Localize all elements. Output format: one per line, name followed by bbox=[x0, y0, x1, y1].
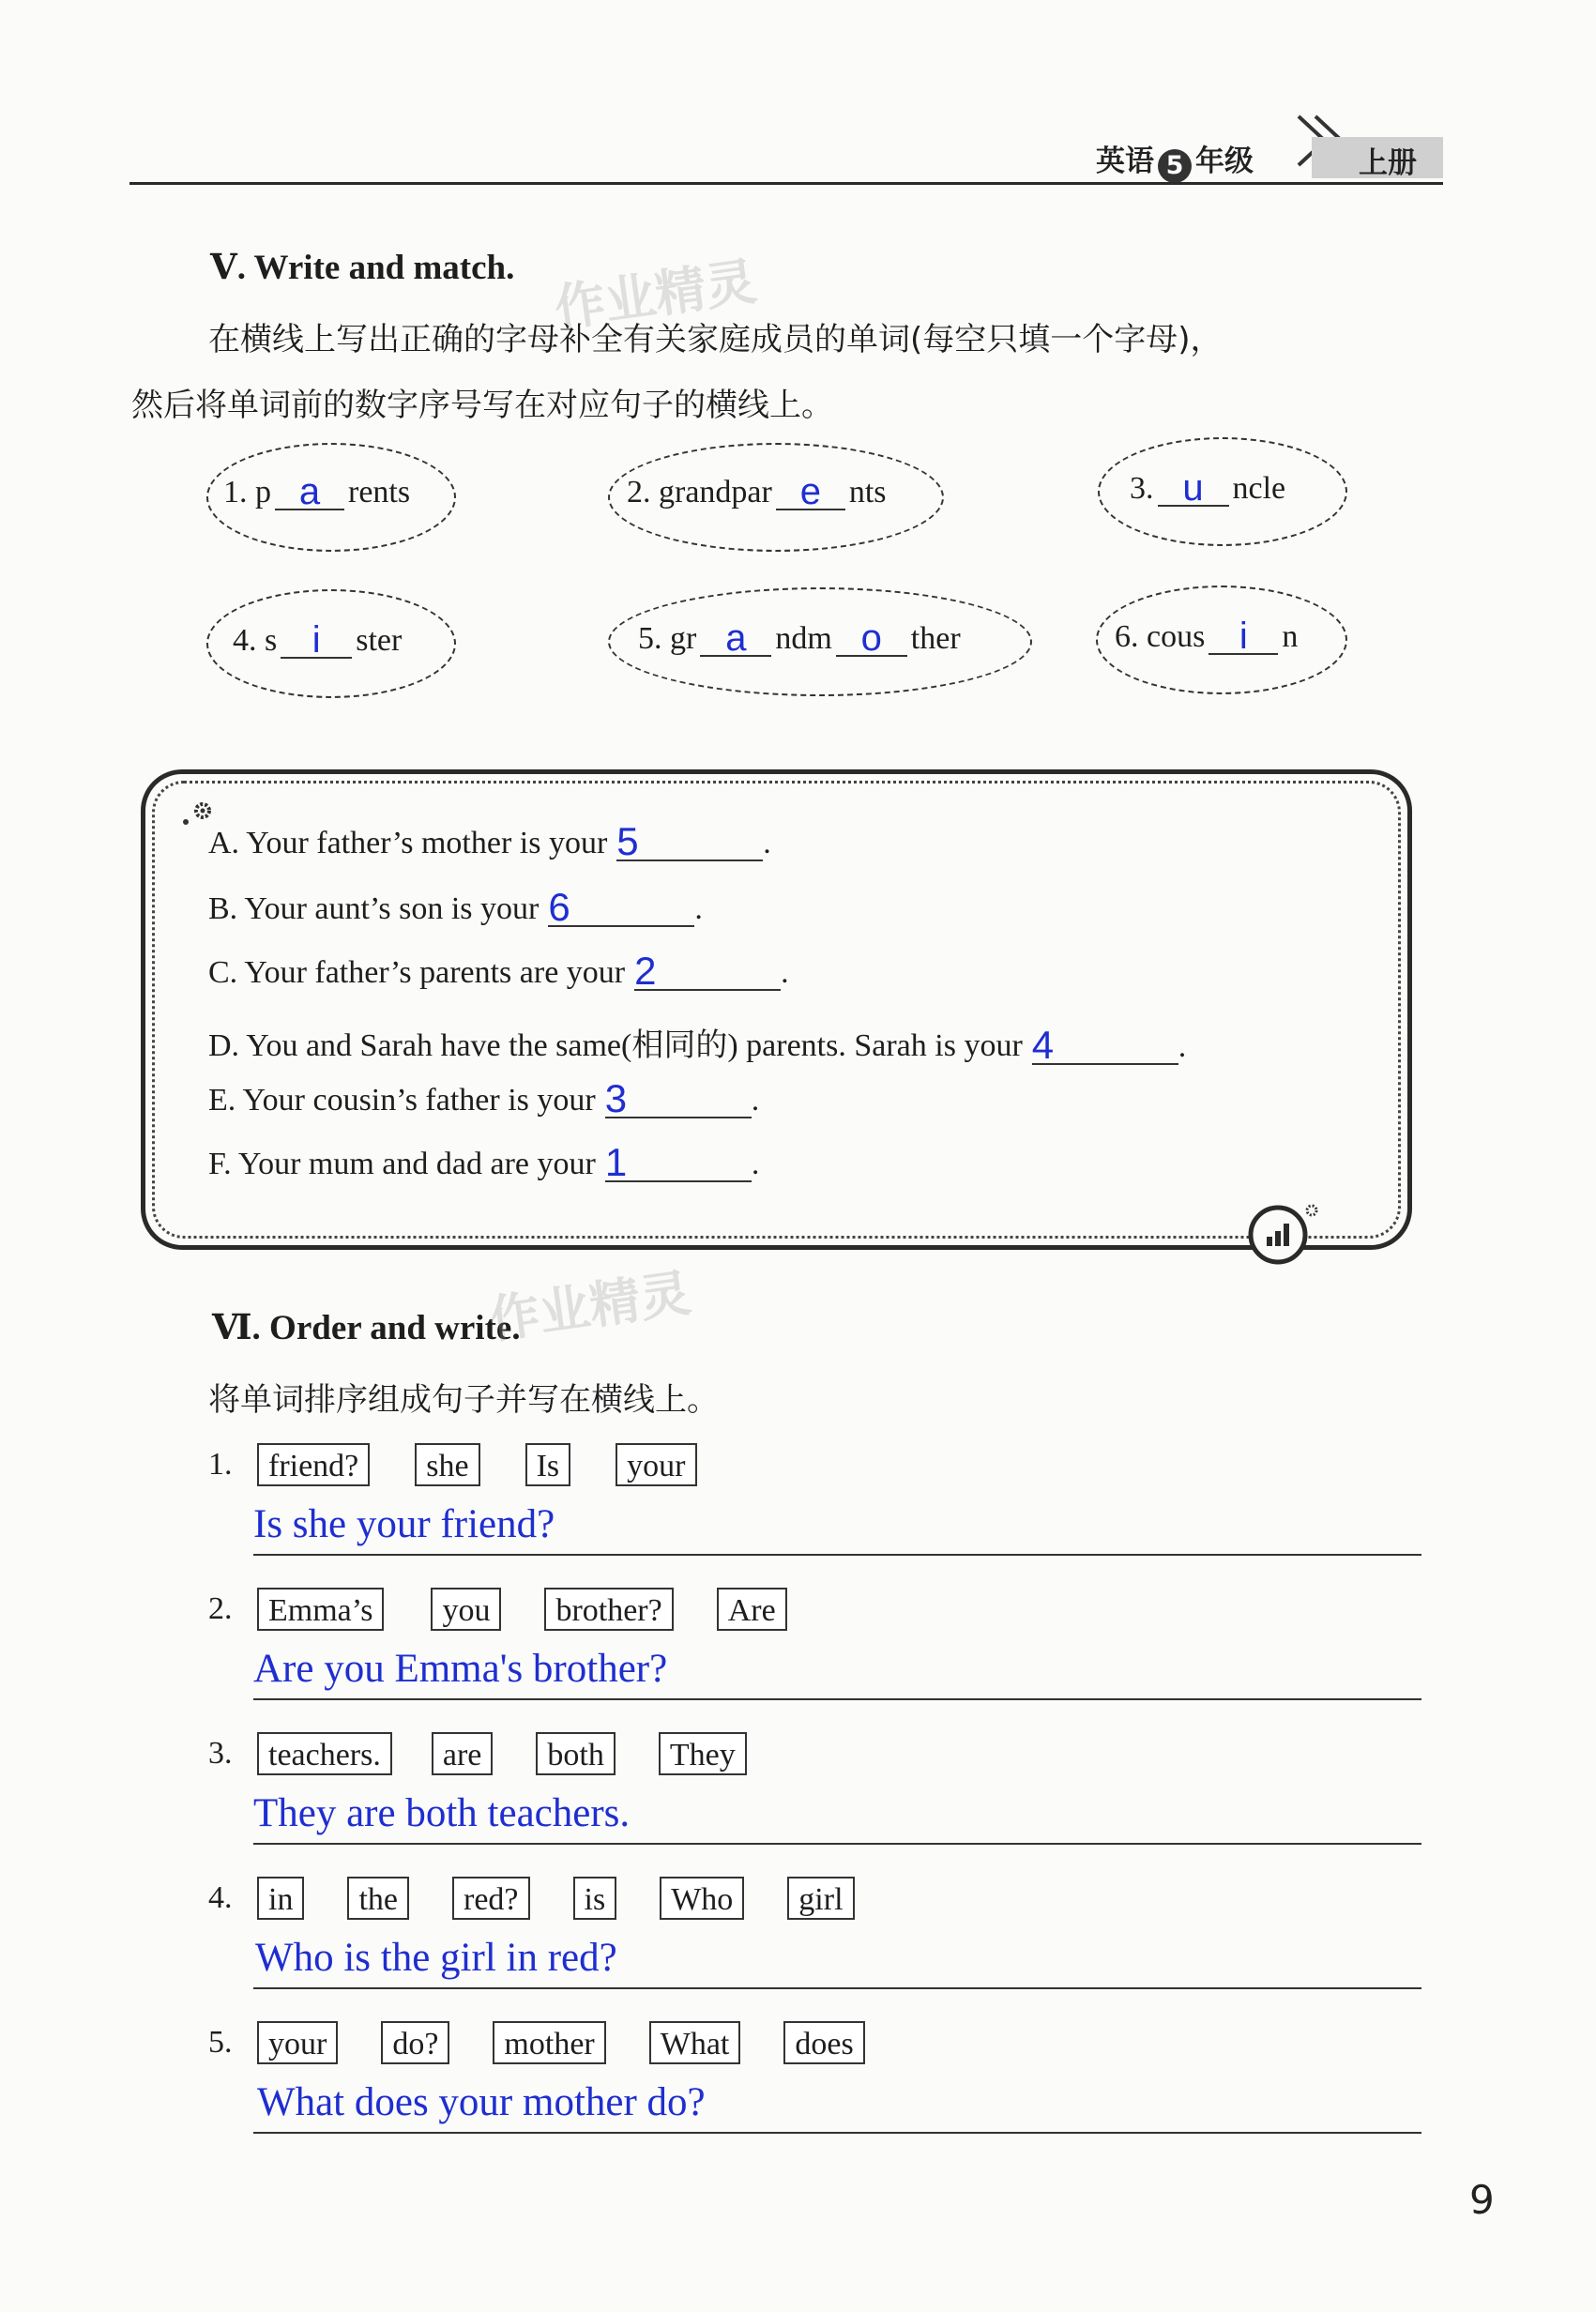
word-6 bbox=[1115, 616, 1299, 657]
word-5-blank-1[interactable] bbox=[700, 617, 771, 659]
word-tile[interactable]: Is bbox=[525, 1443, 571, 1486]
sentence-a-blank[interactable] bbox=[616, 819, 763, 863]
sentence-b-answer: 6 bbox=[548, 885, 570, 929]
word-tile[interactable]: friend? bbox=[257, 1443, 370, 1486]
item-1-number: 1. bbox=[208, 1447, 233, 1482]
item-5-answer: What does your mother do? bbox=[257, 2080, 706, 2124]
word-4-prefix: 4. s bbox=[233, 623, 278, 658]
header-subject bbox=[1096, 137, 1254, 183]
word-2-answer: e bbox=[799, 471, 821, 512]
word-4-blank[interactable] bbox=[281, 619, 352, 661]
word-5-blank-2[interactable] bbox=[836, 617, 907, 659]
sentence-e-blank[interactable] bbox=[604, 1076, 752, 1120]
word-tile[interactable]: is bbox=[573, 1877, 617, 1920]
watermark: 作业精灵 bbox=[551, 251, 760, 339]
grade-badge: 5 bbox=[1158, 149, 1192, 183]
word-tile[interactable]: Are bbox=[717, 1588, 787, 1631]
word-tile[interactable]: mother bbox=[493, 2021, 605, 2064]
sentence-f-blank[interactable] bbox=[604, 1140, 752, 1184]
word-5-answer-2: o bbox=[860, 617, 882, 659]
word-6-blank[interactable] bbox=[1208, 616, 1278, 657]
sentence-e-answer: 3 bbox=[604, 1076, 628, 1120]
header-rule bbox=[129, 182, 1443, 185]
section6-title: Ⅵ. Order and write. bbox=[212, 1309, 521, 1347]
item-5-number: 5. bbox=[208, 2025, 233, 2060]
sentence-c-text: C. Your father’s parents are your bbox=[208, 955, 626, 990]
word-tile[interactable]: does bbox=[783, 2021, 864, 2064]
sentence-f-text: F. Your mum and dad are your bbox=[208, 1147, 596, 1181]
item-4-answer-line[interactable] bbox=[253, 1987, 1421, 1989]
word-tile[interactable]: do? bbox=[381, 2021, 449, 2064]
word-tile[interactable]: What bbox=[649, 2021, 741, 2064]
page-number: 9 bbox=[1469, 2177, 1495, 2223]
order-item-4 bbox=[208, 1877, 855, 1920]
match-sentence-b: B. Your aunt’s son is your 6 . bbox=[208, 885, 703, 929]
sentence-c-blank[interactable] bbox=[634, 949, 781, 993]
word-tile[interactable]: in bbox=[257, 1877, 304, 1920]
word-6-answer: i bbox=[1239, 616, 1248, 657]
section6-instruction: 将单词排序组成句子并写在横线上。 bbox=[208, 1381, 719, 1419]
word-tile[interactable]: both bbox=[536, 1732, 615, 1775]
word-3 bbox=[1130, 467, 1286, 509]
word-1-answer: a bbox=[298, 471, 321, 512]
word-tile[interactable]: your bbox=[257, 2021, 338, 2064]
word-3-suffix: ncle bbox=[1232, 471, 1286, 506]
item-5-answer-line[interactable] bbox=[253, 2132, 1421, 2134]
sentence-d-blank[interactable] bbox=[1031, 1023, 1178, 1067]
item-3-answer-line[interactable] bbox=[253, 1843, 1421, 1845]
watermark-2: 作业精灵 bbox=[485, 1263, 694, 1350]
word-6-suffix: n bbox=[1282, 619, 1299, 654]
item-4-number: 4. bbox=[208, 1880, 233, 1915]
word-tile[interactable]: girl bbox=[787, 1877, 854, 1920]
order-item-2 bbox=[208, 1588, 787, 1631]
word-tile[interactable]: teachers. bbox=[257, 1732, 392, 1775]
sentence-a-answer: 5 bbox=[616, 819, 639, 863]
word-3-blank[interactable] bbox=[1158, 467, 1229, 509]
order-item-1 bbox=[208, 1443, 697, 1486]
match-sentence-e: E. Your cousin’s father is your 3 . bbox=[208, 1076, 760, 1120]
word-2-suffix: nts bbox=[848, 475, 887, 510]
word-2-blank[interactable] bbox=[776, 471, 845, 512]
word-tile[interactable]: They bbox=[659, 1732, 747, 1775]
gear-icon bbox=[178, 796, 220, 829]
item-3-answer: They are both teachers. bbox=[253, 1791, 631, 1835]
item-2-answer: Are you Emma's brother? bbox=[253, 1647, 668, 1691]
order-item-5 bbox=[208, 2021, 865, 2064]
sentence-d-text: D. You and Sarah have the same(相同的) parents. Sarah is your bbox=[208, 1028, 1023, 1063]
word-tile[interactable]: Emma’s bbox=[257, 1588, 384, 1631]
word-tile[interactable]: the bbox=[347, 1877, 409, 1920]
item-3-number: 3. bbox=[208, 1736, 233, 1771]
word-tile[interactable]: she bbox=[415, 1443, 479, 1486]
word-3-prefix: 3. bbox=[1130, 471, 1154, 506]
word-2-prefix: 2. grandpar bbox=[627, 475, 772, 510]
item-1-answer-line[interactable] bbox=[253, 1554, 1421, 1556]
word-1-blank[interactable] bbox=[275, 471, 344, 512]
sentence-d-answer: 4 bbox=[1031, 1023, 1055, 1067]
item-4-answer: Who is the girl in red? bbox=[255, 1936, 617, 1980]
word-1-suffix: rents bbox=[348, 475, 411, 510]
signal-bars-icon bbox=[1240, 1197, 1323, 1265]
section5-instruction-2: 然后将单词前的数字序号写在对应句子的横线上。 bbox=[131, 387, 833, 424]
subject-label: 英语 bbox=[1096, 144, 1154, 178]
word-tile[interactable]: are bbox=[432, 1732, 494, 1775]
grade-suffix: 年级 bbox=[1195, 144, 1254, 178]
match-sentence-c: C. Your father’s parents are your 2 . bbox=[208, 949, 789, 993]
item-2-number: 2. bbox=[208, 1591, 233, 1626]
order-item-3 bbox=[208, 1732, 747, 1775]
word-4-suffix: ster bbox=[356, 623, 403, 658]
word-3-answer: u bbox=[1182, 467, 1204, 509]
word-tile[interactable]: your bbox=[616, 1443, 696, 1486]
match-sentence-d: D. You and Sarah have the same(相同的) parents. Sarah is your 4 . bbox=[208, 1019, 1186, 1065]
sentence-a-text: A. Your father’s mother is your bbox=[208, 826, 608, 860]
word-1-prefix: 1. p bbox=[223, 475, 271, 510]
word-tile[interactable]: brother? bbox=[544, 1588, 673, 1631]
sentence-b-text: B. Your aunt’s son is your bbox=[208, 891, 540, 926]
match-sentence-f: F. Your mum and dad are your 1 . bbox=[208, 1140, 760, 1184]
word-6-prefix: 6. cous bbox=[1115, 619, 1206, 654]
word-5-answer-1: a bbox=[725, 617, 747, 659]
sentence-b-blank[interactable] bbox=[548, 885, 694, 929]
word-5-prefix: 5. gr bbox=[638, 621, 697, 656]
word-tile[interactable]: you bbox=[431, 1588, 501, 1631]
header-volume: 上册 bbox=[1359, 146, 1417, 180]
word-4 bbox=[233, 619, 403, 661]
word-1 bbox=[223, 471, 411, 512]
section5-instruction-1: 在横线上写出正确的字母补全有关家庭成员的单词(每空只填一个字母)， bbox=[208, 321, 1223, 358]
section5-title: Ⅴ. Write and match. bbox=[210, 249, 515, 287]
match-sentence-a: A. Your father’s mother is your 5 . bbox=[208, 819, 771, 863]
item-1-answer: Is she your friend? bbox=[253, 1502, 555, 1546]
word-2 bbox=[627, 471, 887, 512]
word-tile[interactable]: Who bbox=[660, 1877, 744, 1920]
item-2-answer-line[interactable] bbox=[253, 1698, 1421, 1700]
sentence-c-answer: 2 bbox=[634, 949, 657, 993]
word-tile[interactable]: red? bbox=[452, 1877, 530, 1920]
word-4-answer: i bbox=[312, 619, 321, 661]
word-5-suffix: ther bbox=[910, 621, 961, 656]
sentence-e-text: E. Your cousin’s father is your bbox=[208, 1083, 596, 1118]
sentence-f-answer: 1 bbox=[604, 1140, 628, 1184]
word-5 bbox=[638, 617, 961, 659]
word-5-middle: ndm bbox=[775, 621, 832, 656]
